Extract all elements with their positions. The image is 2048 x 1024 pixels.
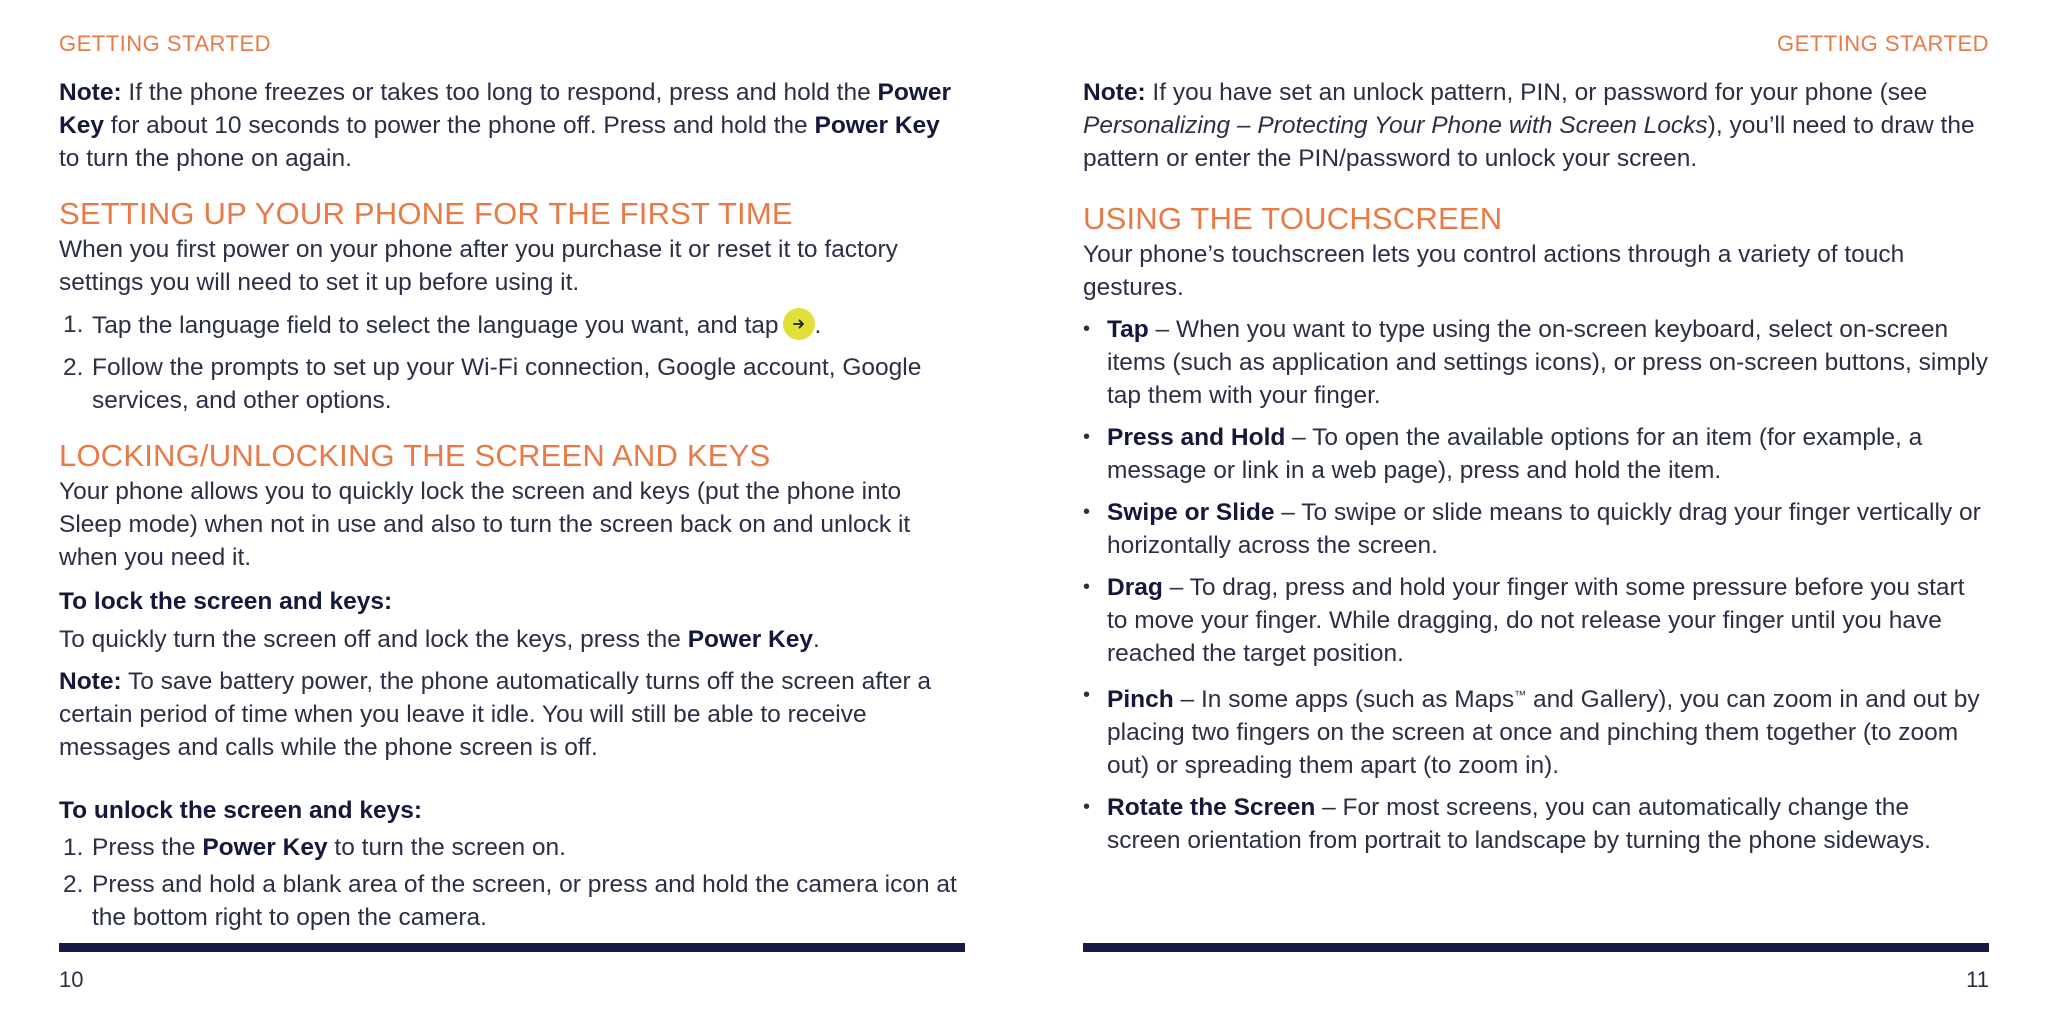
bullet: • xyxy=(1083,576,1091,598)
page-number: 11 xyxy=(1966,967,1989,992)
note-label: Note: xyxy=(59,79,122,106)
note-text: ), you’ll need to draw the pattern or enter the PIN/password to unlock your screen. xyxy=(1083,112,1975,172)
note-label: Note: xyxy=(59,668,122,695)
right-body xyxy=(1083,76,1989,857)
list-item-press-and-hold xyxy=(1083,421,1989,487)
section-heading-touchscreen: USING THE TOUCHSCREEN xyxy=(1083,201,1503,236)
list-item-rotate xyxy=(1083,791,1989,857)
gesture-term: Swipe or Slide xyxy=(1107,499,1275,526)
note-text: to turn the phone on again. xyxy=(59,145,352,172)
power-key-term: Power Key xyxy=(202,834,328,861)
gesture-term: Tap xyxy=(1107,316,1149,343)
power-key-term: Power Key xyxy=(814,112,940,139)
gesture-description: – To swipe or slide means to quickly drag your finger vertically or horizontally across the screen. xyxy=(1107,499,1981,559)
list-number: 2. xyxy=(63,354,84,381)
footer-rule xyxy=(59,943,965,952)
gesture-term: Drag xyxy=(1107,574,1163,601)
list-number: 2. xyxy=(63,871,84,898)
note-paragraph xyxy=(59,665,965,764)
list-item-drag xyxy=(1083,571,1989,670)
touchscreen-intro: Your phone’s touchscreen lets you control actions through a variety of touch gestures. xyxy=(1083,241,1905,301)
right-page xyxy=(1083,0,1989,1024)
list-number: 1. xyxy=(63,834,84,861)
gesture-description: – To drag, press and hold your finger with some pressure before you start to move your finger. While dragging, do not release your finger until you have reached the target position. xyxy=(1107,574,1965,667)
bullet: • xyxy=(1083,501,1091,523)
list-item-text: Press and hold a blank area of the screen, or press and hold the camera icon at the bottom right to open the camera. xyxy=(92,871,957,931)
subheading-lock: To lock the screen and keys: xyxy=(59,588,393,615)
left-page xyxy=(59,0,965,1024)
list-item-text: Tap the language field to select the language you want, and tap xyxy=(92,312,779,339)
setup-steps xyxy=(59,308,965,417)
note-text: If you have set an unlock pattern, PIN, or password for your phone (see xyxy=(1145,79,1928,106)
lock-text: To quickly turn the screen off and lock the keys, press the xyxy=(59,626,688,653)
gesture-description: – To open the available options for an item (for example, a message or link in a web page), press and hold the item. xyxy=(1107,424,1923,484)
gesture-term: Pinch xyxy=(1107,686,1174,713)
next-arrow-icon xyxy=(783,308,815,340)
unlock-steps xyxy=(59,831,965,934)
running-head: GETTING STARTED xyxy=(1776,31,1989,56)
gesture-term: Rotate the Screen xyxy=(1107,794,1316,821)
trademark-symbol: ™ xyxy=(1514,688,1527,702)
list-item xyxy=(59,351,965,417)
note-label: Note: xyxy=(1083,79,1146,106)
list-item xyxy=(59,868,965,934)
footer-rule xyxy=(1083,943,1989,952)
cross-reference: Personalizing – Protecting Your Phone with Screen Locks xyxy=(1083,112,1708,139)
list-item-swipe xyxy=(1083,496,1989,562)
note-text: If the phone freezes or takes too long to respond, press and hold the xyxy=(121,79,878,106)
section-heading-locking: LOCKING/UNLOCKING THE SCREEN AND KEYS xyxy=(59,438,771,473)
note-paragraph xyxy=(59,76,965,175)
gesture-description: – For most screens, you can automatically change the screen orientation from portrait to landscape by turning the phone sideways. xyxy=(1107,794,1931,854)
list-number: 1. xyxy=(63,311,84,338)
left-body xyxy=(59,76,965,934)
list-item-text: . xyxy=(814,312,822,339)
bullet: • xyxy=(1083,796,1091,818)
bullet: • xyxy=(1083,684,1091,706)
locking-intro: Your phone allows you to quickly lock the screen and keys (put the phone into Sleep mode) when not in use and also to turn the screen back on and unlock it when you need it. xyxy=(59,478,911,571)
list-item-text: Follow the prompts to set up your Wi-Fi connection, Google account, Google services, and other options. xyxy=(92,354,922,414)
list-item-tap xyxy=(1083,313,1989,412)
list-item-text: Press the xyxy=(92,834,203,861)
gesture-description: – When you want to type using the on-screen keyboard, select on-screen items (such as application and settings icons), or press on-screen buttons, simply tap them with your finger. xyxy=(1107,316,1989,409)
page-number: 10 xyxy=(59,967,84,992)
bullet: • xyxy=(1083,426,1091,448)
list-item xyxy=(59,308,965,342)
gesture-description: – In some apps (such as Maps xyxy=(1173,686,1515,713)
gesture-term: Press and Hold xyxy=(1107,424,1286,451)
list-item-pinch xyxy=(1083,679,1989,782)
gesture-list xyxy=(1083,313,1989,857)
list-item xyxy=(59,831,965,864)
list-item-text: to turn the screen on. xyxy=(327,834,566,861)
setup-intro: When you first power on your phone after you purchase it or reset it to factory settings you will need to set it up before using it. xyxy=(59,236,898,296)
note-text: for about 10 seconds to power the phone off. Press and hold the xyxy=(103,112,815,139)
running-head: GETTING STARTED xyxy=(59,31,272,56)
bullet: • xyxy=(1083,318,1091,340)
gesture-description: and Gallery), you can zoom in and out by placing two fingers on the screen at once and pinching them together (to zoom out) or spreading them apart (to zoom in). xyxy=(1107,686,1980,779)
lock-text: . xyxy=(813,626,820,653)
power-key-term: Power Key xyxy=(687,626,813,653)
section-heading-setup: SETTING UP YOUR PHONE FOR THE FIRST TIME xyxy=(59,196,793,231)
power-key-term: Power Key xyxy=(59,79,952,139)
subheading-unlock: To unlock the screen and keys: xyxy=(59,797,423,824)
note-text: To save battery power, the phone automatically turns off the screen after a certain period of time when you leave it idle. You will still be able to receive messages and calls while the phone screen is off. xyxy=(59,668,932,761)
note-paragraph xyxy=(1083,76,1989,175)
lock-paragraph xyxy=(59,623,965,656)
